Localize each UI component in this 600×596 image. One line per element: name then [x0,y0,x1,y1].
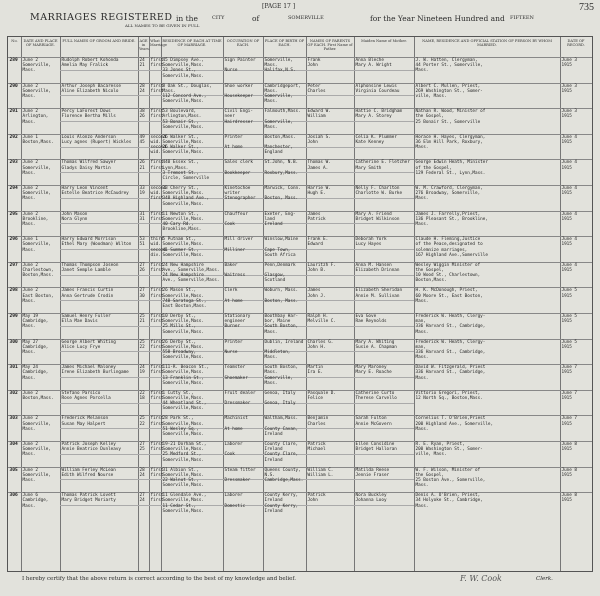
record-age: 28 24 [139,467,145,478]
record-no: 299 [9,314,18,319]
in-the-label: in the [176,14,198,23]
record-res: 5 Putnam St., Somerville,Mass. 41 Summer St., Somerville,Mass. [162,237,204,258]
record-mother: Mary A. Friend Bridget Wilkinson [355,211,400,222]
record-no: 300 [9,339,18,345]
record-occ: Machinist At home [224,416,248,432]
record-no: 292 [9,134,18,140]
record-record: June 3 1915 [561,109,578,120]
certification-text: I hereby certify that the above return is correct according to the best of my knowledge and belief. [22,576,296,582]
record-which: first first [150,83,164,94]
record-res: 440 Essex St., Lynn,Mass. 3 Tremont St., Circle, Somerville [162,160,210,181]
record-names: Harry Edward Morrison Ethel Mary (Woodman) Wilton [61,237,132,248]
record-age: 49 45 [139,134,145,145]
record-date: June 2 Somerville, Mass. [22,467,51,483]
record-birth: Genoa, Italy Genoa, Italy [264,390,296,407]
place-name: SOMERVILLE [288,15,324,21]
record-mother: Anna M. Hansen Elizabeth Drinnan [355,262,400,273]
record-res: 11 Glendale Ave., Somerville,Mass. 11 Cedar St., Somerville,Mass. [162,493,207,514]
record-officiant: Albert C. Mullen, Priest, 269 Washington St., Somer- ville, Mass. [415,83,483,99]
record-which: second wid. first [150,186,167,202]
record-date: June 2 Brookline, Mass. [22,211,49,227]
record-birth: Somerville, Mass. Halifax,N.S. [264,58,296,74]
record-father: William C. William L. [307,467,334,478]
record-record: June 5 1915 [561,339,578,350]
record-father: Peter Charles [307,83,326,94]
record-birth: Boothbay Har- bor, Maine South Boston, Mass. [264,314,299,335]
column-header: NAME, RESIDENCE AND OFFICIAL STATION OF PERSON BY WHOM MARRIED. [422,39,552,48]
record-record: June 3 1915 [561,83,578,94]
record-date: June 6 Cambridge, Mass. [22,493,49,509]
column-header: OCCUPATION OF EACH. [226,39,260,48]
record-date: June 2 Boston,Mass. [22,390,54,401]
record-age: 24 19 [139,365,145,376]
record-res: 31 Albion St., Somerville,Mass. 22 Walnut St., Somerville,Mass. [162,467,204,489]
record-father: Edward W. William [307,109,331,120]
record-names: Rudolph Robert Kohonda Amelia May Fralick [61,58,119,69]
record-no: 301 [9,365,18,371]
record-res: 24 New Hampshire Ave., Somerville,Mass. 24 New Hampshire Ave., Somerville,Mass. [162,262,220,284]
record-names: William Ferley McLean Edith Wilfred Nourse [61,467,116,478]
record-date: June 2 Somerville, Mass. [22,58,51,74]
record-birth: Queens County, N.S. Cambridge,Mass. [264,467,304,483]
record-occ: Baker Waitress [224,262,246,279]
record-res: 10 Derby St., Somerville,Mass. 25 Mills St., Somerville,Mass. [162,314,204,335]
column-header: NAMES OF PARENTS OF EACH. First Name of Father. [307,39,353,52]
record-names: Frederick Melanson Susan May Halpert [61,416,109,427]
record-date: June 2 Arlington, Mass. [22,109,49,125]
city-label: CITY [212,15,225,21]
record-occ: Fruit dealer Dressmaker [224,390,256,407]
record-which: first first [150,288,164,299]
record-birth: County Clare, Ireland County Clare, Ireland [264,442,299,463]
record-birth: Cambridgeport, Mass. Somerville, Mass. [264,83,301,105]
record-birth: Exeter, Eng- land Ireland [264,211,296,227]
record-date: June 1 Somerville, Mass. [22,237,51,253]
column-header: AGE in Years. [139,39,151,52]
year-label: for the Year Nineteen Hundred and [370,14,505,23]
record-occ: Clerk At home [224,288,243,304]
record-date: June 2 Charlestown, Boston,Mass. [22,262,54,279]
record-officiant: Denis A. O'Brien, Priest, 34 Holyoke St., Cambridge, Mass. [415,493,483,509]
record-father: Benjamin Charles [307,416,329,427]
record-age: 33 19 [139,186,145,197]
record-father: Frank John [307,58,321,69]
record-which: first first [150,365,164,376]
record-occ: Teamster Shoemaker [224,365,248,381]
record-record: June 5 1915 [561,314,578,325]
record-date: June 2 Somerville, Mass. [22,186,51,202]
record-birth: Dublin, Ireland Middleton, Mass. [264,339,304,361]
record-officiant: W. M. Crawford, Clergyman, 276 Broadway, Somerville, Mass. [415,186,483,202]
record-officiant: J. W. Hatten, Clergyman, 44 Porter St., Somerville, Mass. [415,58,483,74]
record-which: first first [150,390,164,401]
record-res: 1 Cutty St., Somerville,Mass. 44 Wheatland St., Somerville,Mass. [162,390,207,412]
of-label: of [252,14,260,23]
record-age: 27 25 [139,442,145,453]
record-names: John Mason Nora Glynn [61,211,88,222]
record-names: Thomas Patrick Lovett Mary Bridget Moriarty [61,493,116,504]
record-which: first first [150,314,164,325]
record-officiant: David W. Fitzgerald, Priest 336 Harvard St., Cambridge, Mass. [415,365,486,381]
record-mother: Mary Maroney Mary E. Roache [355,365,392,376]
page-reference: [PAGE 17 ] [262,3,296,10]
record-occ: Kinetochoe writer Stenographer [224,186,256,202]
record-which: first first [150,109,164,120]
record-occ: Mill driver Milliner [224,237,253,253]
record-no: 303 [9,416,18,422]
record-date: May 19 Cambridge, Mass. [22,314,49,330]
record-father: Pasquale D. Felice [307,390,336,401]
record-birth: Penn,Denmark Glasgow, Scotland [264,262,296,284]
record-record: June 7 1915 [561,416,578,427]
record-age: 22 18 [139,390,145,401]
clerk-label: Clerk. [536,576,553,582]
record-father: Martin Ira E. [307,365,324,376]
record-record: June 4 1915 [561,134,578,145]
record-father: Charles G. John H. [307,339,334,350]
record-father: Lauritzh F. John B. [307,262,336,273]
record-which: first first [150,58,164,69]
record-which: first first [150,160,164,171]
record-names: Stefano Parsico Rose Agnes Porcella [61,390,111,401]
page-number: 735 [579,2,594,13]
record-which: first first [150,493,164,504]
record-record: June 5 1915 [561,288,578,299]
record-mother: Nelly F. Charlton Charlotte W. Burke [355,186,403,197]
record-which: second wid. second wid. [150,134,167,156]
record-date: June 1 Boston,Mass. [22,134,54,145]
record-which: first first [150,442,164,453]
record-record: June 3 1915 [561,58,578,69]
record-birth: Woburn, Mass. Boston, Mass. [264,288,299,304]
record-birth: South Boston, Mass. Somerville, Mass. [264,365,299,386]
record-birth: St.John, N.B. Roxbury,Mass. [264,160,299,176]
record-names: Samuel Henry Fuller Ella Mae Davis [61,314,111,325]
record-age: 25 22 [139,416,145,427]
record-no: 304 [9,442,18,447]
record-mother: Mary A. Whiting Susie A. Chapman [355,339,397,350]
record-date: June 2 Somerville, Mass. [22,442,51,458]
record-age: 53 51 [139,237,145,248]
record-mother: Elizabeth Sheridan Annie M. Sullivan [355,288,403,299]
record-birth: Boston,Mass. Manchester, England [264,134,296,156]
record-father: Frank E. Edward [307,237,329,248]
record-names: Harry Leon Vincent Estelle Beatrice McCaudrey [61,186,129,197]
column-header: What Marriage [150,39,167,48]
record-record: June 4 1915 [561,186,578,197]
record-father: Patrick Michael [307,442,326,453]
record-officiant: Horace H. Hayes, Clergyman, 36 Elm Hill Park, Roxbury, Mass. [415,134,486,151]
record-res: 19-21 Dorham St., Somerville,Mass. 25 Medford St., Somerville,Mass. [162,442,207,463]
record-age: 25 21 [139,314,145,325]
record-record: June 4 1915 [561,237,578,248]
clerk-signature: F. W. Cook [460,574,502,583]
record-birth: Waltham,Mass. County Cavan, Ireland [264,416,299,437]
record-occ: Stationary engineer Burner [224,314,251,330]
record-record: June 4 1915 [561,211,578,222]
record-father: Ralph H. Melville C. [307,314,336,325]
record-no: 298 [9,288,18,294]
record-age: 38 26 [139,109,145,120]
record-mother: Anna Bleche Mary A. Wright [355,58,392,69]
record-mother: Catherine E. Fletcher Mary Smith [355,160,410,171]
record-occ: Sales clerk Bookkeeper [224,160,253,176]
record-age: 25 22 [139,339,145,350]
record-record: June 7 1915 [561,365,578,376]
record-father: James John J. [307,288,326,299]
column-header: Maiden Name of Mother. [361,39,407,43]
record-no: 306 [9,493,18,499]
record-officiant: Frederick W. Heath, Clergy- man, 336 Harvard St., Cambridge, Mass. [415,314,486,335]
record-names: George Albert Whiting Alice Lucy Frye [61,339,116,350]
record-no: 305 [9,467,18,473]
column-header: PLACE OF BIRTH OF EACH. [264,39,305,48]
record-officiant: James J. Farrelly,Priest, 136 Pleasant St., Brookline, Mass. [415,211,488,227]
column-header: DATE AND PLACE OF MARRIAGE. [23,39,58,48]
record-record: June 8 1915 [561,493,578,504]
record-officiant: W. F. Wilson, Minister of the Gospel, 25 Boston Ave., Somerville, Mass. [415,467,486,489]
record-officiant: Nathan R. Wood, Minister of the Gospel, 25 Bonair St., Somerville [415,109,486,125]
record-mother: Nora Buckley Johanna Looy [355,493,387,504]
record-which: first first [150,467,164,478]
record-officiant: Frederick W. Heath, Clergy- man, 336 Harvard St., Cambridge, Mass. [415,339,486,361]
record-age: 31 31 [139,211,145,222]
record-occ: Laborer Domestic [224,493,246,509]
record-date: June 2 Somerville, Mass. [22,160,51,176]
record-birth: Marwick, Conn. Boston, Mass. [264,186,301,202]
record-age: 27 30 [139,288,145,299]
column-header: FULL NAMES OF GROOM AND BRIDE. [62,39,136,43]
record-occ: Laborer Cook [224,442,243,458]
record-father: Thomas W. James A. [307,160,331,171]
record-father: Josiah S. John [307,134,331,145]
record-no: 302 [9,390,18,396]
record-which: first first [150,339,164,350]
record-res: 33 Cherry St., Somerville,Mass. 348 Highland Ave., Somerville,Mass. [162,186,210,207]
record-mother: Hattie C. Bridgham Mary A. Storey [355,109,403,120]
column-header: No. [11,39,18,43]
record-which: first first [150,211,164,222]
record-record: June 4 1915 [561,160,578,171]
register-table [7,36,593,572]
record-occ: Civil Engi- neer Hairdresser [224,109,253,125]
record-date: June 2 East Boston, Mass. [22,288,54,304]
record-occ: Printer Nurse [224,339,243,355]
record-mother: Matilda Reese Jennie Fraser [355,467,390,478]
record-no: 290 [9,83,18,89]
record-mother: Ellen Considine Bridget Halloran [355,442,397,453]
record-no: 296 [9,237,18,243]
record-officiant: R. E. Ryan, Priest, 200 Washington St., Somer- ville, Mass. [415,442,483,458]
names-note: ALL NAMES TO BE GIVEN IN FULL [125,23,200,28]
record-names: Patrick Joseph Kelley Annie Beatrice Dunleavy [61,442,121,453]
record-mother: Sarah Fulton Annie McGovern [355,416,392,427]
record-age: 24 21 [139,58,145,69]
record-res: 11 Newton St., Somerville,Mass. 40 Cary Rd., Brookline,Mass. [162,211,204,233]
record-res: 45 Dimpsey Ave., Somerville,Mass. 33 Jones St., Somerville,Mass. [162,58,204,79]
record-occ: Sign Painter Nurse [224,58,256,74]
record-res: 53 Boulevard, Arlington,Mass. 53 Bonair St., Somerville,Mass. [162,109,204,130]
record-officiant: Claude H. Fleming,Justice of the Peace,designated to solemnize marriages, 167 Highland Ave.,Somerville [415,237,488,258]
column-header: RESIDENCE OF EACH AT TIME OF MARRIAGE. [162,39,222,48]
record-names: Arthur Joseph Bacaresse Aline Elizabeth Nicolo [61,83,121,94]
record-date: June 2 Somerville, Mass. [22,416,51,432]
record-officiant: Vittorio Gregori, Priest, 12 North Sq., Boston,Mass. [415,390,483,401]
record-officiant: Cornelius T. O'Brien,Priest 200 Highland Ave., Somerville, Mass. [415,416,494,432]
record-birth: Falmouth,Mass. Somerville, Mass. [264,109,301,130]
record-officiant: George Edwin Heath, Minister of the Gospel, 129 Federal St., Lynn,Mass. [415,160,488,176]
record-mother: Catherine Curto Therese Carvello [355,390,397,401]
record-birth: County Kerry, Ireland County Kerry, Ireland [264,493,299,514]
record-father: Harrie W. Hugh E. [307,186,331,197]
record-names: Thomas Wilfred Sawyer Gladys Daisy Martin [61,160,116,171]
record-mother: Deborah York Lucy Hayes [355,237,387,248]
record-no: 289 [9,58,18,63]
record-no: 294 [9,186,18,191]
record-no: 291 [9,109,18,115]
record-res: 26 Walker St., Somerville,Mass. 26 Walker St., Somerville,Mass. [162,134,204,156]
record-mother: Eva Gove Rae Reynolds [355,314,387,325]
column-header: DATE OF RECORD. [567,39,585,48]
record-res: 8 Oak St., Douglas, Mass. 112 Concord Ave., Somerville,Mass. [162,83,212,105]
record-mother: Alphonsine Lewis Virginia Courdeau [355,83,400,94]
record-officiant: Wesley Wiggin Minister of the Gospel, 10 Wood St., Charlestown, Boston,Mass. [415,262,481,284]
record-record: June 4 1915 [561,262,578,273]
record-occ: Steam fitter Dressmaker [224,467,256,483]
record-names: Thomas Thompson Joseon Janet Semple Lamble [61,262,119,273]
record-res: 26 Mason St., Somerville,Mass. 748 Saratoga St., East Boston,Mass. [162,288,207,309]
record-occ: Printer At home [224,134,243,151]
record-father: James Patrick [307,211,326,222]
record-names: Louis Alonzo Anderson Lucy agnes (Rupert) Wickles [61,134,132,145]
record-date: June 2 Somerville, Mass. [22,83,51,99]
record-age: 27 26 [139,262,145,273]
record-res: 26 Derby St., Somerville,Mass. 558 Broadway, Somerville,Mass. [162,339,204,361]
record-which: third wid. second div. [150,237,167,258]
record-no: 297 [9,262,18,268]
register-title: MARRIAGES REGISTERED [30,12,173,23]
record-mother: Celia K. Plummer Kate Kenney [355,134,397,145]
record-date: May 24 Cambridge, Mass. [22,365,49,381]
record-age: 27 24 [139,493,145,504]
record-age: 26 21 [139,160,145,171]
record-officiant: H. K. McDonough, Priest, 60 Moore St., East Boston, Mass. [415,288,483,304]
year-word: FIFTEEN [510,15,534,21]
record-date: May 27 Cambridge, Mass. [22,339,49,355]
record-which: first first [150,262,164,273]
record-no: 295 [9,211,18,217]
record-record: June 8 1915 [561,442,578,453]
record-birth: Winslow,Maine Cape Town, South Africa [264,237,299,258]
record-record: June 7 1915 [561,390,578,401]
record-occ: Shoe worker Housekeeper [224,83,253,99]
record-names: James Michael Maloney Irene Elizabeth Burlingame [61,365,129,376]
record-age: 28 24 [139,83,145,94]
record-names: Percy LaForest Dows Florence Bertha Mills [61,109,116,120]
record-which: first first [150,416,164,427]
record-res: 111-R. Beacon St., Somerville,Mass. 13 Franklin St., Somerville,Mass. [162,365,210,386]
record-father: Patrick John [307,493,326,504]
record-names: James Francis Curtin Anna Gertrude Crodin [61,288,114,299]
record-no: 293 [9,160,18,166]
record-res: 28 Park St., Somerville,Mass. 51 Wesley Sq., Somerville,Mass. [162,416,204,437]
record-occ: Chauffeur Cook [224,211,248,227]
record-record: June 8 1915 [561,467,578,478]
